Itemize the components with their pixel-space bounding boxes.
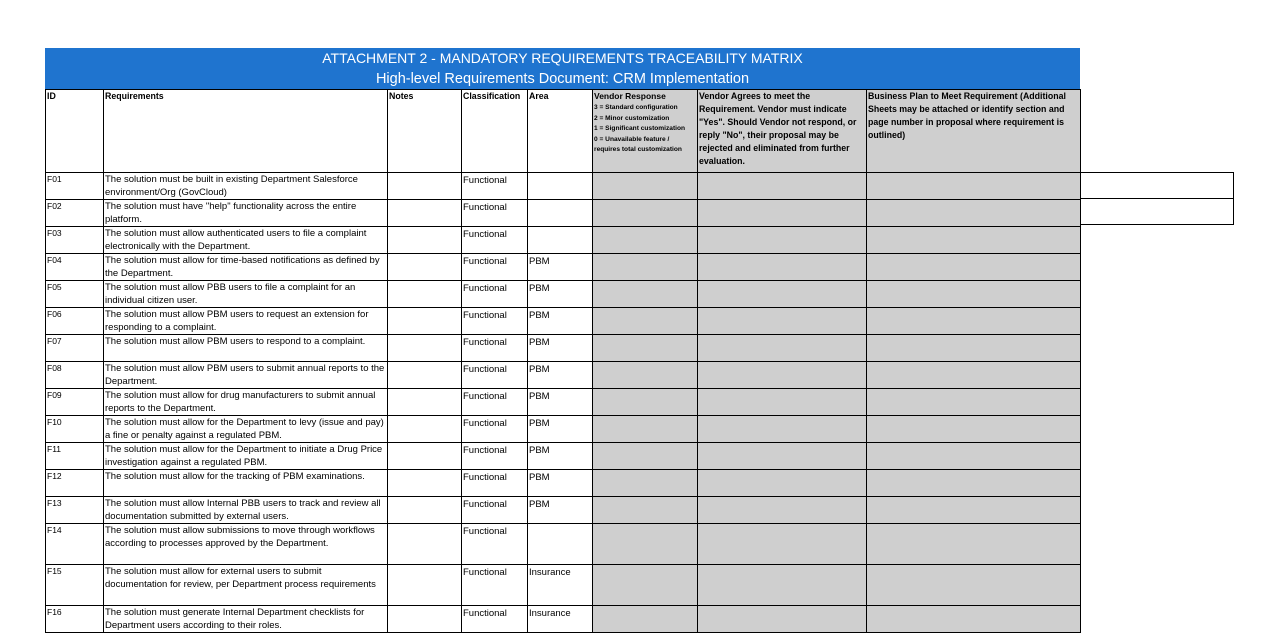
requirement-id: F15 bbox=[46, 565, 104, 606]
requirement-text: The solution must allow PBM users to request an extension for responding to a complaint. bbox=[104, 308, 388, 335]
area-cell bbox=[528, 335, 593, 362]
table-row bbox=[46, 308, 1081, 335]
header-vendor-response bbox=[593, 90, 698, 173]
vendor-agrees-cell[interactable] bbox=[698, 524, 867, 565]
vendor-response-legend-3: 3 = Standard configuration bbox=[594, 104, 678, 111]
table-row bbox=[46, 335, 1081, 362]
requirement-id: F10 bbox=[46, 416, 104, 443]
area-cell-value: PBM bbox=[529, 445, 550, 456]
requirement-id: F16 bbox=[46, 606, 104, 633]
classification-cell-value: Functional bbox=[463, 337, 507, 348]
vendor-agrees-cell[interactable] bbox=[698, 200, 867, 227]
requirement-text: The solution must allow for the tracking of PBM examinations. bbox=[104, 470, 388, 497]
classification-cell bbox=[462, 416, 528, 443]
classification-cell-value: Functional bbox=[463, 364, 507, 375]
notes-cell[interactable] bbox=[388, 281, 462, 308]
notes-cell[interactable] bbox=[388, 227, 462, 254]
header-area: Area bbox=[528, 90, 593, 173]
classification-cell bbox=[462, 173, 528, 200]
classification-cell bbox=[462, 200, 528, 227]
vendor-agrees-cell[interactable] bbox=[698, 308, 867, 335]
area-cell-value: PBM bbox=[529, 472, 550, 483]
vendor-response-cell[interactable] bbox=[593, 173, 698, 200]
requirement-text: The solution must allow submissions to move through workflows according to processes approved by the Department. bbox=[104, 524, 388, 565]
classification-cell-value: Functional bbox=[463, 202, 507, 213]
notes-cell[interactable] bbox=[388, 389, 462, 416]
requirement-id: F05 bbox=[46, 281, 104, 308]
area-cell bbox=[528, 254, 593, 281]
area-cell bbox=[528, 173, 593, 200]
vendor-agrees-cell[interactable] bbox=[698, 416, 867, 443]
area-cell bbox=[528, 470, 593, 497]
classification-cell bbox=[462, 281, 528, 308]
vendor-agrees-cell[interactable] bbox=[698, 254, 867, 281]
area-cell-value: PBM bbox=[529, 256, 550, 267]
vendor-response-cell[interactable] bbox=[593, 470, 698, 497]
vendor-response-cell[interactable] bbox=[593, 443, 698, 470]
document-subtitle: High-level Requirements Document: CRM Implementation bbox=[375, 71, 750, 87]
vendor-agrees-cell[interactable] bbox=[698, 443, 867, 470]
vendor-response-legend-2: 2 = Minor customization bbox=[594, 114, 670, 122]
requirement-text: The solution must allow for the Department to initiate a Drug Price investigation against a regulated PBM. bbox=[104, 443, 388, 470]
requirement-text: The solution must allow for external users to submit documentation for review, per Department process requirements bbox=[104, 565, 388, 606]
header-vendor-response-title: Vendor Response bbox=[594, 91, 666, 101]
classification-cell bbox=[462, 227, 528, 254]
business-plan-cell[interactable] bbox=[867, 308, 1081, 335]
vendor-response-cell[interactable] bbox=[593, 606, 698, 633]
classification-cell-value: Functional bbox=[463, 310, 507, 321]
vendor-agrees-cell[interactable] bbox=[698, 362, 867, 389]
classification-cell-value: Functional bbox=[463, 526, 507, 537]
requirements-table bbox=[45, 89, 1081, 633]
business-plan-cell[interactable] bbox=[867, 335, 1081, 362]
notes-cell[interactable] bbox=[388, 254, 462, 281]
area-cell-value: PBM bbox=[529, 391, 550, 402]
table-row bbox=[46, 416, 1081, 443]
area-cell-value: PBM bbox=[529, 283, 550, 294]
requirement-text: The solution must allow for the Department to levy (issue and pay) a fine or penalty against a regulated PBM. bbox=[104, 416, 388, 443]
area-cell bbox=[528, 416, 593, 443]
vendor-response-legend-0: 0 = Unavailable feature / bbox=[594, 135, 670, 143]
vendor-response-cell[interactable] bbox=[593, 389, 698, 416]
vendor-agrees-cell[interactable] bbox=[698, 565, 867, 606]
area-cell-value: Insurance bbox=[529, 608, 571, 619]
classification-cell bbox=[462, 524, 528, 565]
table-row bbox=[46, 173, 1081, 200]
notes-cell[interactable] bbox=[388, 606, 462, 633]
area-cell-value: PBM bbox=[529, 310, 550, 321]
header-id: ID bbox=[46, 90, 104, 173]
business-plan-cell[interactable] bbox=[867, 254, 1081, 281]
classification-cell-value: Functional bbox=[463, 391, 507, 402]
vendor-response-cell[interactable] bbox=[593, 362, 698, 389]
vendor-agrees-cell[interactable] bbox=[698, 227, 867, 254]
header-classification: Classification bbox=[462, 90, 528, 173]
vendor-agrees-cell[interactable] bbox=[698, 606, 867, 633]
classification-cell bbox=[462, 254, 528, 281]
header-notes: Notes bbox=[388, 90, 462, 173]
classification-cell bbox=[462, 565, 528, 606]
requirement-id: F12 bbox=[46, 470, 104, 497]
header-row bbox=[46, 90, 1081, 173]
area-cell bbox=[528, 200, 593, 227]
table-row bbox=[46, 281, 1081, 308]
table-row bbox=[46, 606, 1081, 633]
classification-cell-value: Functional bbox=[463, 567, 507, 578]
table-row bbox=[46, 362, 1081, 389]
requirement-id: F11 bbox=[46, 443, 104, 470]
business-plan-cell[interactable] bbox=[867, 497, 1081, 524]
business-plan-cell[interactable] bbox=[867, 524, 1081, 565]
requirement-id: F07 bbox=[46, 335, 104, 362]
table-row bbox=[46, 227, 1081, 254]
requirement-id: F04 bbox=[46, 254, 104, 281]
table-row bbox=[46, 254, 1081, 281]
notes-cell[interactable] bbox=[388, 524, 462, 565]
extra-cell-f01[interactable] bbox=[1080, 172, 1234, 199]
vendor-agrees-cell[interactable] bbox=[698, 470, 867, 497]
area-cell-value: PBM bbox=[529, 337, 550, 348]
area-cell bbox=[528, 362, 593, 389]
notes-cell[interactable] bbox=[388, 497, 462, 524]
vendor-agrees-cell[interactable] bbox=[698, 281, 867, 308]
header-requirements: Requirements bbox=[104, 90, 388, 173]
vendor-agrees-cell[interactable] bbox=[698, 389, 867, 416]
notes-cell[interactable] bbox=[388, 443, 462, 470]
business-plan-cell[interactable] bbox=[867, 362, 1081, 389]
table-row bbox=[46, 524, 1081, 565]
area-cell-value: PBM bbox=[529, 418, 550, 429]
vendor-response-cell[interactable] bbox=[593, 524, 698, 565]
vendor-response-cell[interactable] bbox=[593, 497, 698, 524]
area-cell bbox=[528, 443, 593, 470]
requirement-id: F03 bbox=[46, 227, 104, 254]
area-cell bbox=[528, 389, 593, 416]
vendor-agrees-cell[interactable] bbox=[698, 335, 867, 362]
vendor-response-legend-0b: requires total customization bbox=[594, 146, 682, 153]
classification-cell bbox=[462, 470, 528, 497]
classification-cell bbox=[462, 606, 528, 633]
notes-cell[interactable] bbox=[388, 308, 462, 335]
document-title: ATTACHMENT 2 - MANDATORY REQUIREMENTS TRACEABILITY MATRIX bbox=[322, 50, 803, 66]
requirement-id: F08 bbox=[46, 362, 104, 389]
requirement-text: The solution must allow Internal PBB users to track and review all documentation submitted by external users. bbox=[104, 497, 388, 524]
table-row bbox=[46, 200, 1081, 227]
area-cell bbox=[528, 565, 593, 606]
business-plan-cell[interactable] bbox=[867, 389, 1081, 416]
area-cell bbox=[528, 281, 593, 308]
area-cell bbox=[528, 606, 593, 633]
business-plan-cell[interactable] bbox=[867, 227, 1081, 254]
classification-cell bbox=[462, 389, 528, 416]
area-cell-value: PBM bbox=[529, 499, 550, 510]
requirement-text: The solution must allow PBB users to file a complaint for an individual citizen user. bbox=[104, 281, 388, 308]
requirement-text: The solution must have "help" functionality across the entire platform. bbox=[104, 200, 388, 227]
vendor-agrees-cell[interactable] bbox=[698, 173, 867, 200]
notes-cell[interactable] bbox=[388, 416, 462, 443]
classification-cell-value: Functional bbox=[463, 418, 507, 429]
requirement-text: The solution must allow for drug manufacturers to submit annual reports to the Department. bbox=[104, 389, 388, 416]
notes-cell[interactable] bbox=[388, 200, 462, 227]
classification-cell-value: Functional bbox=[463, 256, 507, 267]
notes-cell[interactable] bbox=[388, 565, 462, 606]
business-plan-cell[interactable] bbox=[867, 470, 1081, 497]
business-plan-cell[interactable] bbox=[867, 565, 1081, 606]
business-plan-cell[interactable] bbox=[867, 173, 1081, 200]
area-cell bbox=[528, 227, 593, 254]
header-vendor-agrees: Vendor Agrees to meet the Requirement. Vendor must indicate "Yes". Should Vendor not respond, or reply "No", their proposal may be rejected and eliminated from further evaluation. bbox=[698, 90, 867, 173]
vendor-response-cell[interactable] bbox=[593, 565, 698, 606]
area-cell bbox=[528, 308, 593, 335]
vendor-response-cell[interactable] bbox=[593, 200, 698, 227]
classification-cell bbox=[462, 497, 528, 524]
extra-cell-f02[interactable] bbox=[1080, 198, 1234, 225]
table-row bbox=[46, 565, 1081, 606]
notes-cell[interactable] bbox=[388, 362, 462, 389]
requirement-id: F09 bbox=[46, 389, 104, 416]
classification-cell bbox=[462, 308, 528, 335]
business-plan-cell[interactable] bbox=[867, 443, 1081, 470]
business-plan-cell[interactable] bbox=[867, 606, 1081, 633]
requirement-text: The solution must allow PBM users to submit annual reports to the Department. bbox=[104, 362, 388, 389]
vendor-response-cell[interactable] bbox=[593, 335, 698, 362]
vendor-response-cell[interactable] bbox=[593, 254, 698, 281]
classification-cell-value: Functional bbox=[463, 608, 507, 619]
notes-cell[interactable] bbox=[388, 173, 462, 200]
header-business-plan: Business Plan to Meet Requirement (Additional Sheets may be attached or identify section and page number in proposal where requirement is outlined) bbox=[867, 90, 1081, 173]
requirement-id: F06 bbox=[46, 308, 104, 335]
requirement-text: The solution must allow for time-based notifications as defined by the Department. bbox=[104, 254, 388, 281]
title-banner bbox=[45, 48, 1080, 89]
classification-cell-value: Functional bbox=[463, 175, 507, 186]
notes-cell[interactable] bbox=[388, 470, 462, 497]
requirement-text: The solution must allow PBM users to respond to a complaint. bbox=[104, 335, 388, 362]
notes-cell[interactable] bbox=[388, 335, 462, 362]
table-row bbox=[46, 389, 1081, 416]
business-plan-cell[interactable] bbox=[867, 200, 1081, 227]
area-cell-value: PBM bbox=[529, 364, 550, 375]
classification-cell-value: Functional bbox=[463, 472, 507, 483]
requirement-text: The solution must generate Internal Department checklists for Department users according to their roles. bbox=[104, 606, 388, 633]
vendor-response-cell[interactable] bbox=[593, 227, 698, 254]
classification-cell-value: Functional bbox=[463, 229, 507, 240]
business-plan-cell[interactable] bbox=[867, 416, 1081, 443]
requirement-id: F13 bbox=[46, 497, 104, 524]
classification-cell bbox=[462, 443, 528, 470]
area-cell bbox=[528, 524, 593, 565]
table-row bbox=[46, 443, 1081, 470]
vendor-agrees-cell[interactable] bbox=[698, 497, 867, 524]
vendor-response-cell[interactable] bbox=[593, 281, 698, 308]
table-row bbox=[46, 497, 1081, 524]
business-plan-cell[interactable] bbox=[867, 281, 1081, 308]
area-cell-value: Insurance bbox=[529, 567, 571, 578]
vendor-response-cell[interactable] bbox=[593, 416, 698, 443]
vendor-response-legend-1: 1 = Significant customization bbox=[594, 125, 686, 132]
area-cell bbox=[528, 497, 593, 524]
requirement-text: The solution must be built in existing Department Salesforce environment/Org (GovCloud) bbox=[104, 173, 388, 200]
classification-cell-value: Functional bbox=[463, 499, 507, 510]
table-row bbox=[46, 470, 1081, 497]
classification-cell-value: Functional bbox=[463, 283, 507, 294]
classification-cell bbox=[462, 362, 528, 389]
classification-cell bbox=[462, 335, 528, 362]
vendor-response-cell[interactable] bbox=[593, 308, 698, 335]
requirement-text: The solution must allow authenticated users to file a complaint electronically with the Department. bbox=[104, 227, 388, 254]
requirement-id: F14 bbox=[46, 524, 104, 565]
requirement-id: F02 bbox=[46, 200, 104, 227]
classification-cell-value: Functional bbox=[463, 445, 507, 456]
requirement-id: F01 bbox=[46, 173, 104, 200]
